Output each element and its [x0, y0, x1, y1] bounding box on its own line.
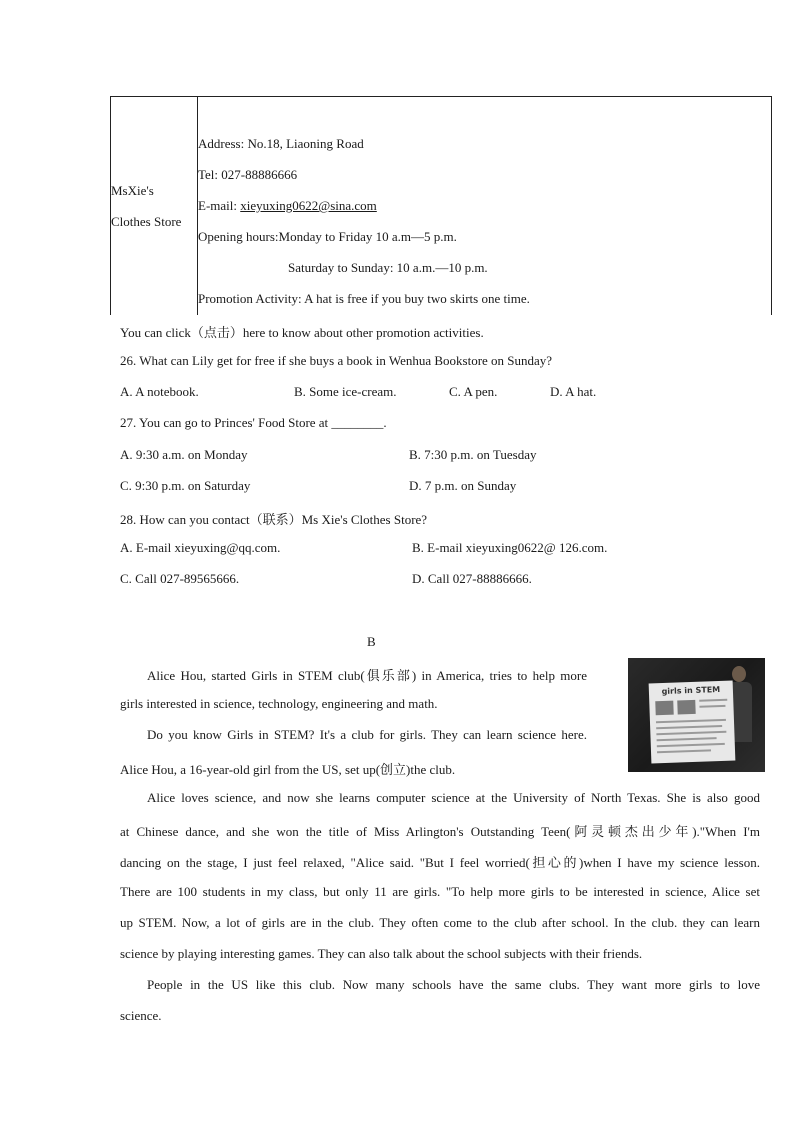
- store-hours-weekend: Saturday to Sunday: 10 a.m.—10 p.m.: [288, 260, 488, 275]
- passage-line-4: Alice Hou, a 16-year-old girl from the US, set up(创立)the club.: [120, 762, 456, 777]
- passage-line-5: Alice loves science, and now she learns computer science at the University of North Texas. She is also good: [147, 790, 760, 805]
- q26-option-a[interactable]: A. A notebook.: [120, 384, 199, 399]
- q28-option-b[interactable]: B. E-mail xieyuxing0622@ 126.com.: [412, 540, 608, 555]
- poster-text-line: [699, 705, 725, 708]
- girl-head-shape: [732, 666, 746, 682]
- poster-picture-2: [677, 700, 695, 715]
- q28-option-c[interactable]: C. Call 027-89565666.: [120, 571, 240, 586]
- q27-option-b[interactable]: B. 7:30 p.m. on Tuesday: [409, 447, 537, 462]
- store-email: [198, 198, 377, 214]
- store-promotion: Promotion Activity: A hat is free if you buy two skirts one time.: [198, 291, 530, 306]
- q27-option-d[interactable]: D. 7 p.m. on Sunday: [409, 478, 517, 493]
- store-email-link[interactable]: xieyuxing0622@sina.com: [240, 198, 377, 213]
- q28-option-d[interactable]: D. Call 027-88886666.: [412, 571, 532, 586]
- poster-text-line: [657, 743, 725, 747]
- passage-line-10: science by playing interesting games. They can also talk about the school subjects with their friends.: [120, 946, 643, 961]
- store-name-line1: MsXie's: [111, 183, 154, 198]
- q27-option-c[interactable]: C. 9:30 p.m. on Saturday: [120, 478, 251, 493]
- poster-text-line: [699, 699, 727, 702]
- q26-option-b[interactable]: B. Some ice-cream.: [294, 384, 397, 399]
- passage-line-11: People in the US like this club. Now many schools have the same clubs. They want more girls to love: [147, 977, 760, 992]
- passage-line-12: science.: [120, 1008, 162, 1023]
- passage-line-9: up STEM. Now, a lot of girls are in the club. They often come to the club after school. In the club. they can learn: [120, 915, 760, 930]
- question-26-stem: 26. What can Lily get for free if she buys a book in Wenhua Bookstore on Sunday?: [120, 353, 553, 368]
- q26-option-c[interactable]: C. A pen.: [449, 384, 498, 399]
- poster-text-line: [656, 719, 726, 723]
- passage-line-1: Alice Hou, started Girls in STEM club(俱乐部) in America, tries to help more: [147, 668, 587, 683]
- poster-text-line: [656, 725, 722, 729]
- store-name-line2: Clothes Store: [111, 214, 182, 229]
- passage-line-6: at Chinese dance, and she won the title of Miss Arlington's Outstanding Teen(阿灵顿杰出少年)."When I'm: [120, 824, 760, 839]
- poster-picture-1: [655, 701, 673, 716]
- store-info-table: [110, 96, 772, 315]
- store-name-cell: [111, 97, 198, 315]
- section-b-heading: B: [367, 634, 376, 649]
- poster-title: girls in STEM: [661, 685, 721, 697]
- stem-poster: [649, 681, 736, 764]
- store-details-cell: [198, 97, 771, 315]
- store-address: Address: No.18, Liaoning Road: [198, 136, 364, 151]
- question-28-stem: 28. How can you contact（联系）Ms Xie's Clothes Store?: [120, 512, 428, 527]
- question-27-stem: 27. You can go to Princes' Food Store at ________.: [120, 415, 387, 430]
- poster-text-line: [657, 737, 717, 741]
- store-tel: Tel: 027-88886666: [198, 167, 298, 182]
- passage-line-3: Do you know Girls in STEM? It's a club for girls. They can learn science here.: [147, 727, 587, 742]
- poster-text-line: [657, 749, 711, 753]
- q27-option-a[interactable]: A. 9:30 a.m. on Monday: [120, 447, 248, 462]
- q28-option-a[interactable]: A. E-mail xieyuxing@qq.com.: [120, 540, 281, 555]
- poster-text-line: [656, 731, 726, 735]
- q26-option-d[interactable]: D. A hat.: [550, 384, 597, 399]
- store-hours-weekday: Opening hours:Monday to Friday 10 a.m—5 p.m.: [198, 229, 457, 244]
- passage-line-7: dancing on the stage, I just feel relaxed, "Alice said. "But I feel worried(担心的)when I have my science lesson.: [120, 855, 760, 870]
- passage-line-8: There are 100 students in my class, but only 11 are girls. "To help more girls to be interested in science, Alice set: [120, 884, 760, 899]
- passage-line-2: girls interested in science, technology, engineering and math.: [120, 696, 438, 711]
- girls-in-stem-photo: [628, 658, 765, 772]
- click-note[interactable]: You can click（点击）here to know about other promotion activities.: [120, 325, 484, 340]
- store-email-label: E-mail:: [198, 198, 241, 213]
